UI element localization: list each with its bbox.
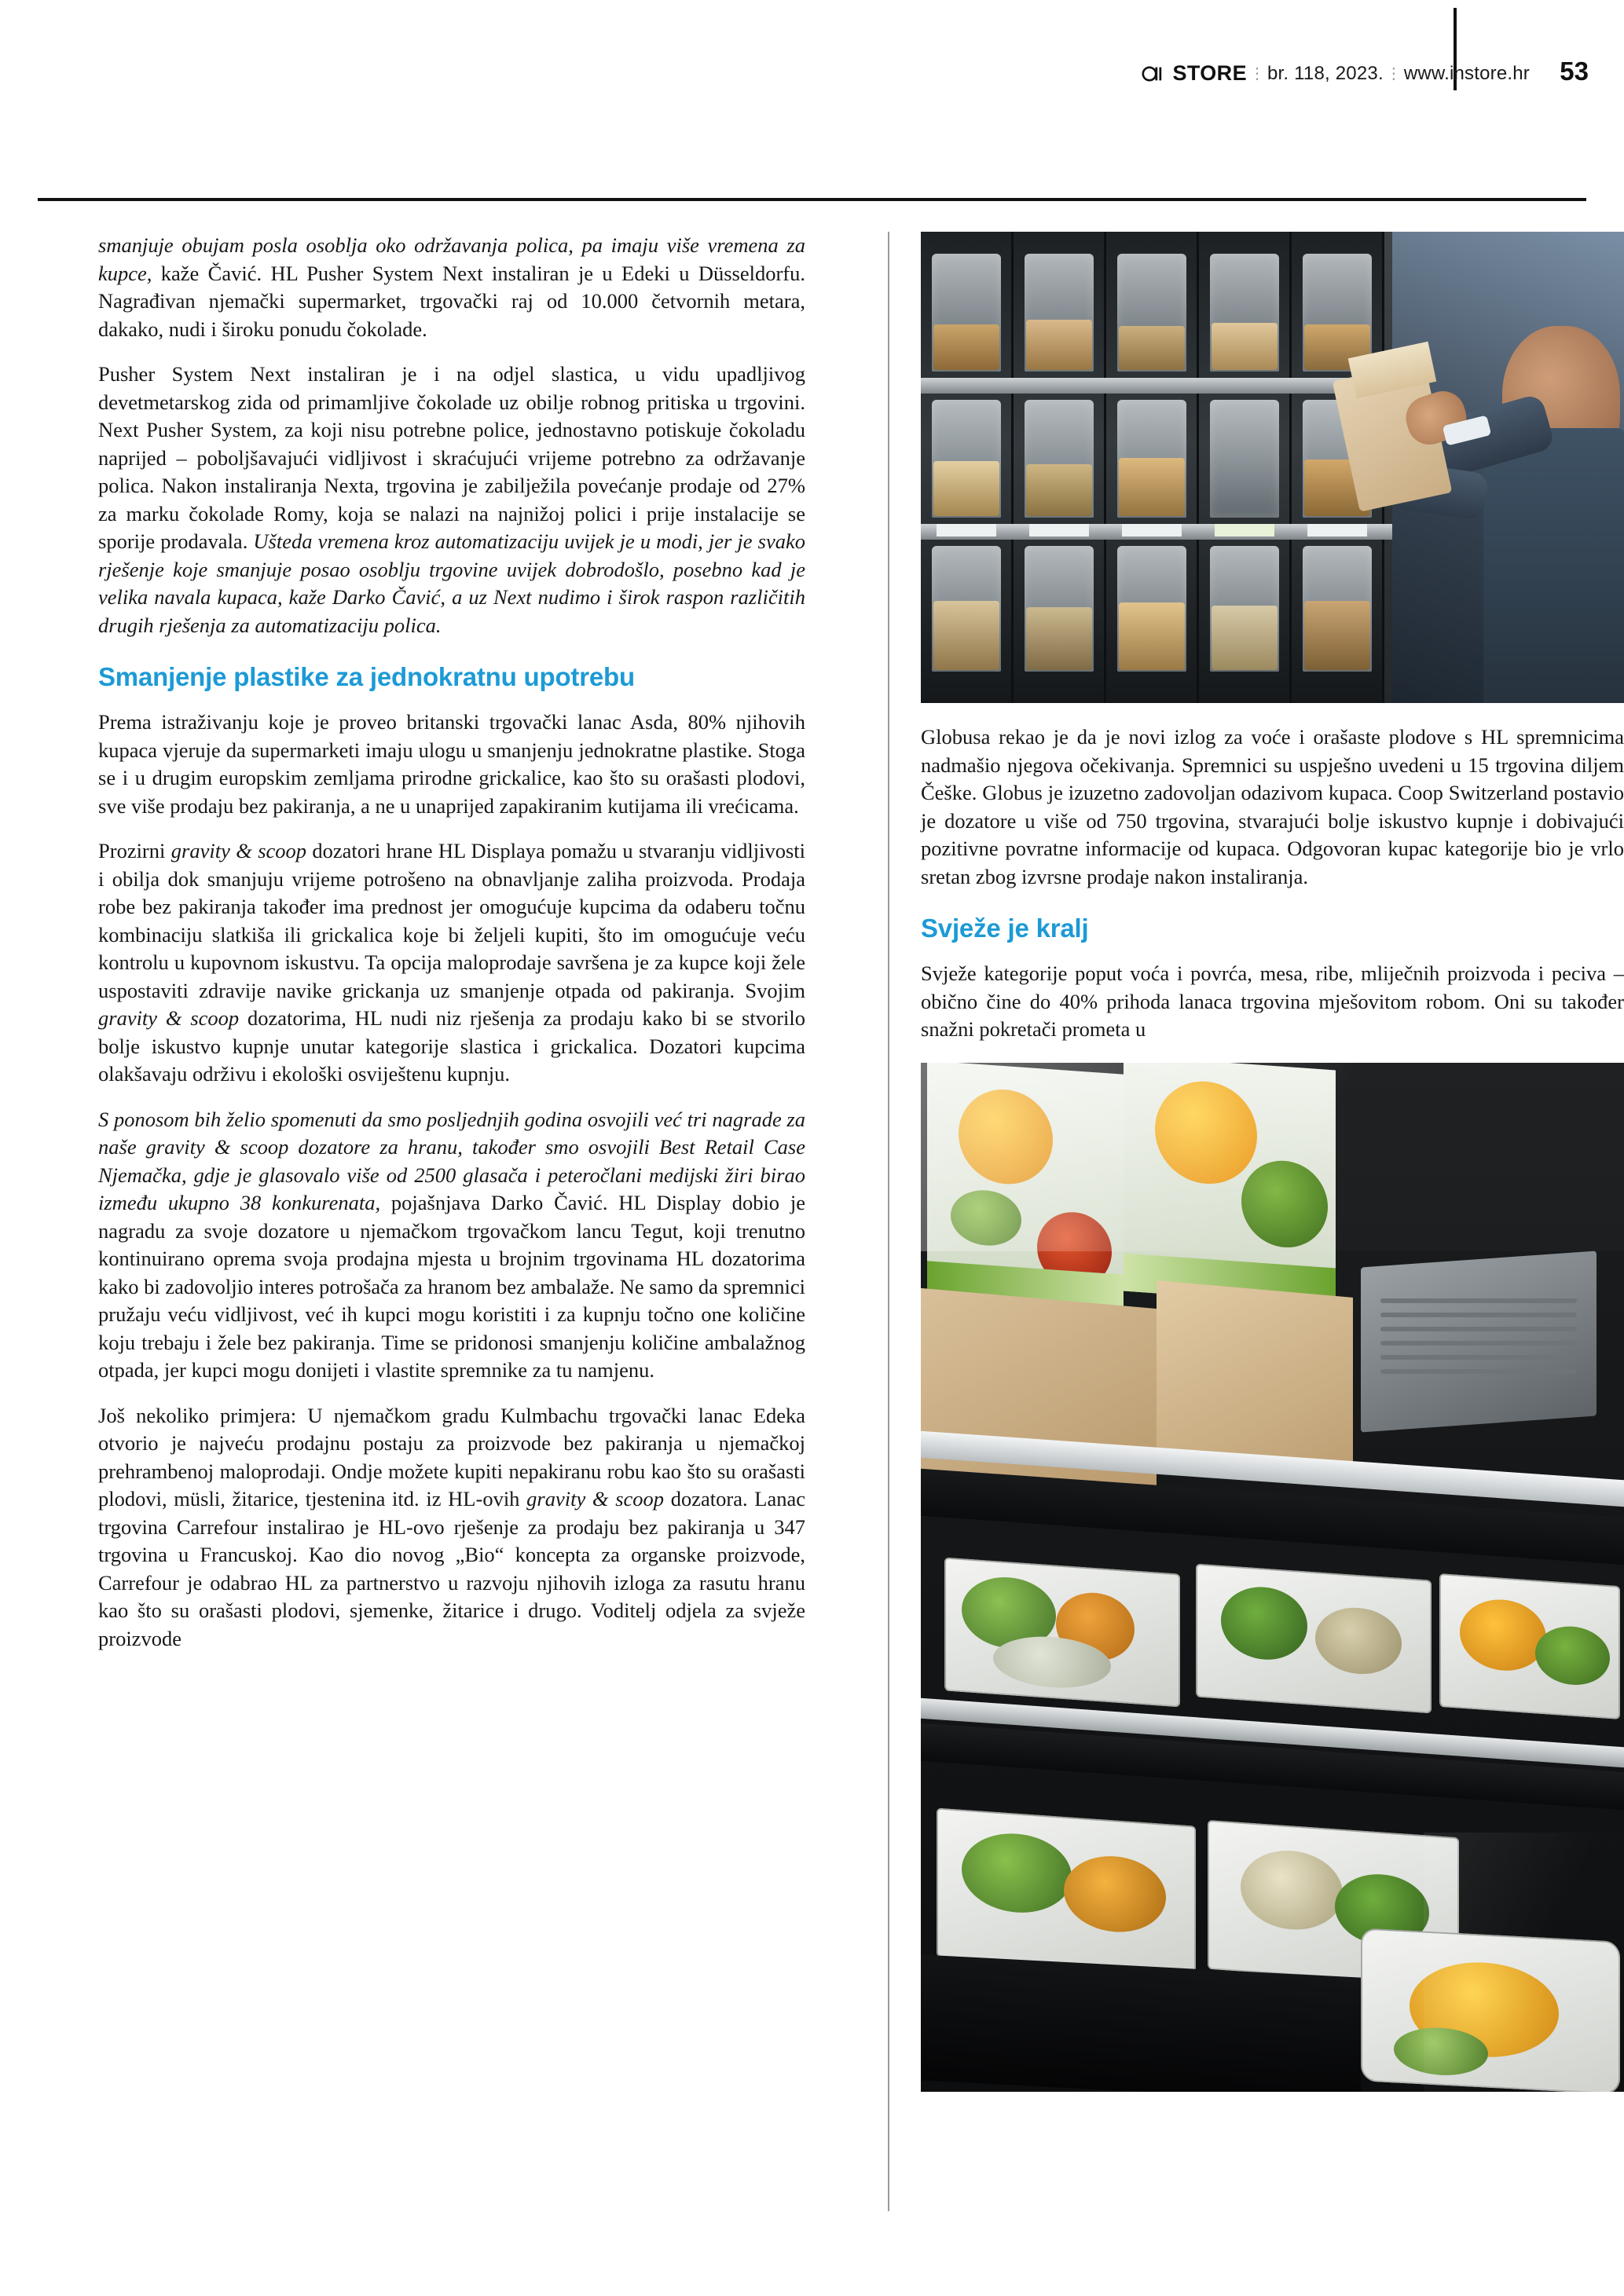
paragraph	[98, 1402, 805, 1653]
photo-fresh-food-case	[921, 1063, 1624, 2092]
page-number: 53	[1560, 57, 1589, 86]
section-heading-plastic: Smanjenje plastike za jednokratnu upotrebu	[98, 662, 635, 691]
paragraph	[98, 709, 805, 820]
paragraph-run-roman: pojašnjava Darko Čavić. HL Display dobio je nagradu za svoje dozatore u njemačkom trgovačkom lancu Tegut, koji trenutno kontinuirano oprema svoja prodajna mjesta u brojnim trgovinama HL dozatorima kako bi zadovoljio interes potrošača za hranom bez ambalaže. Ne samo da spremnici pružaju veću vidljivost, već ih kupci mogu koristiti i za kupnju točno one količine koju trebaju i žele bez pakiranja. Time se pridonosi smanjenju količine ambalažnog otpada, jer kupci mogu donijeti i vlastite spremnike za tu namjenu.	[98, 1191, 805, 1382]
column-divider	[888, 232, 889, 2211]
paragraph-run-roman: kaže Čavić. HL Pusher System Next instaliran je u Edeki u Düsseldorfu. Nagrađivan njemački supermarket, trgovački raj od 10.000 četvornih metara, dakako, nudi i široku ponudu čokolade.	[98, 261, 805, 341]
paragraph-run-roman: Još nekoliko primjera: U njemačkom gradu Kulmbachu trgovački lanac Edeka otvorio je najveću prodajnu postaju za proizvode bez pakiranja u njemačkoj prehrambenoj maloprodaji. Ondje možete kupiti nepakiranu robu kao što su orašasti plodovi, müsli, žitarice, tjestenina itd. iz HL-ovih	[98, 1403, 805, 1511]
right-column	[921, 232, 1624, 2092]
instore-logo-icon	[1142, 62, 1165, 86]
issue-label: br. 118, 2023.	[1267, 62, 1384, 84]
section-heading-fresh: Svježe je kralj	[921, 914, 1089, 943]
paragraph-run-italic: Ušteda vremena kroz automatizaciju uvijek je u modi, jer je svako rješenje koje smanjuje posao osoblju trgovine uvijek dobrodošlo, posebno kad je velika navala kupaca, kaže Darko Čavić, a uz Next nudimo i širok raspon različitih drugih rješenja za automatizaciju polica.	[98, 529, 805, 637]
paragraph-run-italic: gravity & scoop	[170, 839, 307, 862]
masthead-separator-1: ⋮	[1249, 64, 1265, 82]
paragraph-run-roman: dozatora. Lanac trgovina Carrefour instalirao je HL-ovo rješenje za prodaju bez pakiranja u 347 trgovina u Francuskoj. Kao dio novog „Bio“ koncepta za organske proizvode, Carrefour je odabrao HL za partnerstvo u razvoju njihovih izloga za rasutu hranu kao što su orašasti plodovi, sjemenke, žitarice i drugo. Voditelj odjela za svježe proizvode	[98, 1487, 806, 1650]
masthead-title: STORE	[1172, 61, 1247, 85]
masthead-separator-2: ⋮	[1385, 64, 1402, 82]
page-header	[0, 0, 1624, 189]
paragraph-run-roman: dozatori hrane HL Displaya pomažu u stvaranju vidljivosti i obilja dok smanjuju vrijeme potrošeno na obnavljanje zaliha proizvoda. Prodaja robe bez pakiranja također ima prednost jer omogućuje kupcima da odaberu točnu kombinaciju slatkiša ili grickalica koje bi željeli kupiti, što im omogućuje veću kontrolu u kupovnom iskustvu. Ta opcija maloprodaje savršena je za kupce koji žele uspostaviti zdravije navike grickanja uz smanjenje otpada od pakiranja. Svojim	[98, 839, 806, 1002]
paragraph: Globusa rekao je da je novi izlog za voće i orašaste plodove s HL spremnicima nadmašio njegova očekivanja. Spremnici su uspješno uvedeni u 15 trgovina diljem Češke. Globus je izuzetno zadovoljan odazivom kupaca. Coop Switzerland postavio je dozatore u više od 750 trgovina, stvarajući bolje iskustvo kupnje i dobivajući pozitivne povratne informacije od kupaca. Odgovoran kupac kategorije bio je vrlo sretan zbog izvrsne prodaje nakon instaliranja.	[921, 725, 1624, 888]
paragraph-run-roman: Pusher System Next instaliran je i na odjel slastica, u vidu upadljivog devetmetarskog zida od primamljive čokolade uz obilje robnog pritiska u trgovini. Next Pusher System, za koji nisu potrebne police, jednostavno potiskuje čokoladu naprijed – poboljšavajući vidljivost i skraćujući vrijeme potrebno za održavanje polica. Nakon instaliranja Nexta, trgovina je zabilježila povećanje prodaje od 27% za marku čokolade Romy, koja se nalazi na najnižoj polici i prije instalacije se sporije prodavala.	[98, 362, 805, 553]
paragraph	[98, 361, 805, 639]
paragraph-run-italic: gravity & scoop	[526, 1487, 665, 1511]
paragraph-run-italic: smanjuje obujam posla osoblja oko održavanja polica, pa imaju više vremena za kupce,	[98, 233, 805, 285]
website-label: www.instore.hr	[1403, 62, 1530, 84]
masthead	[1142, 61, 1530, 86]
paragraph	[98, 232, 805, 343]
left-column	[98, 232, 805, 1670]
paragraph	[98, 837, 805, 1089]
paragraph	[98, 1106, 805, 1385]
paragraph-run-roman: Prozirni	[98, 839, 171, 862]
header-horizontal-rule	[38, 198, 1586, 201]
paragraph-run-roman: dozatorima, HL nudi niz rješenja za prodaju kako bi se stvorilo bolje iskustvo kupnje unutar kategorije slastica i grickalica. Dozatori kupcima olakšavaju održivu i ekološki osviještenu kupnju.	[98, 1006, 806, 1086]
paragraph-run-italic: S ponosom bih želio spomenuti da smo posljednjih godina osvojili već tri nagrade za naše gravity & scoop dozatore za hranu, također smo osvojili Best Retail Case Njemačka, gdje je glasovalo više od 2500 glasača i peteročlani medijski žiri birao između ukupno 38 konkurenata,	[98, 1107, 805, 1214]
paragraph: Svježe kategorije poput voća i povrća, mesa, ribe, mliječnih proizvoda i peciva – obično čine do 40% prihoda lanaca trgovina mješovitom robom. Oni su također snažni pokretači prometa u	[921, 961, 1624, 1041]
paragraph-run-italic: gravity & scoop	[98, 1006, 240, 1030]
paragraph-run-roman: Prema istraživanju koje je proveo britanski trgovački lanac Asda, 80% njihovih kupaca vjeruje da supermarketi imaju ulogu u smanjenju jednokratne plastike. Stoga se i u drugim europskim zemljama prirodne grickalice, kao što su orašasti plodovi, sve više prodaju bez pakiranja, a ne u unaprijed zapakiranim kutijama ili vrećicama.	[98, 710, 805, 818]
photo-dispenser-wall	[921, 232, 1624, 703]
